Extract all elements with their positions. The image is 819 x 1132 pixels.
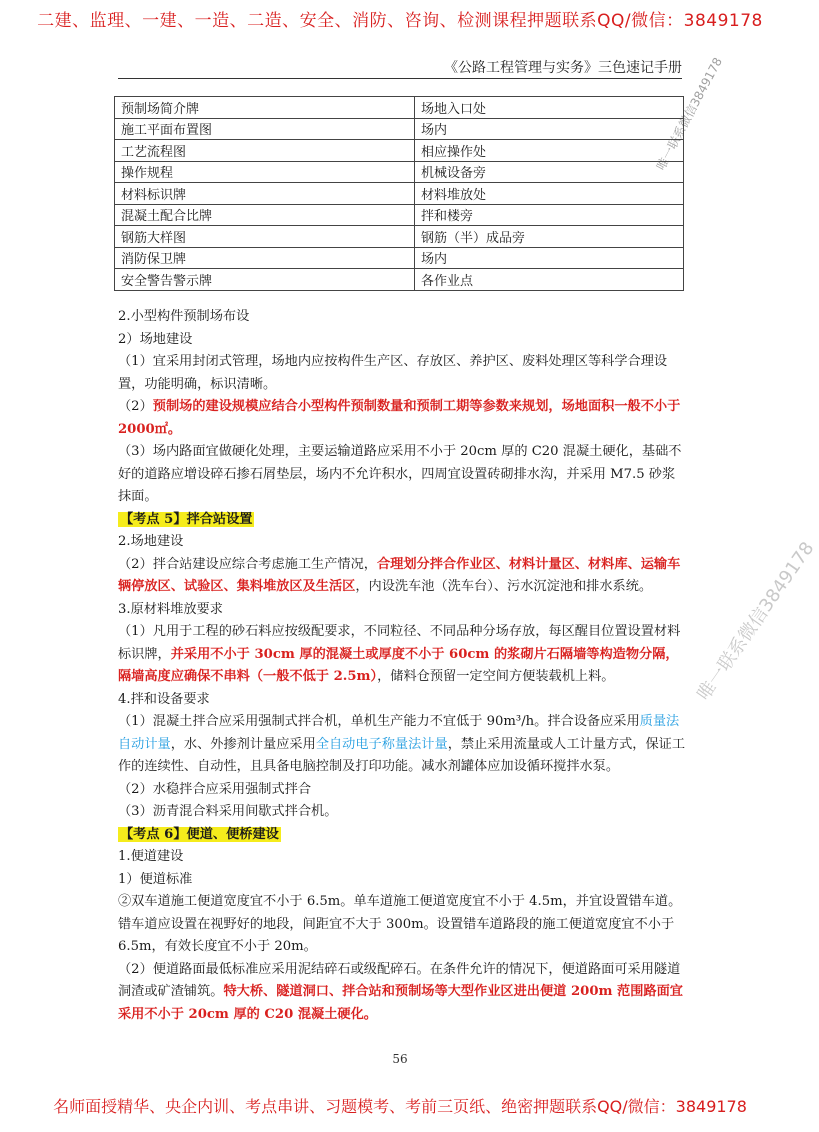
key-point-heading xyxy=(118,824,686,847)
subsection-heading: 2）场地建设 xyxy=(118,331,193,347)
table-cell: 机械设备旁 xyxy=(415,161,684,183)
table-row xyxy=(115,269,684,291)
section-heading: 1.便道建设 xyxy=(118,849,184,864)
table-row xyxy=(115,226,684,248)
bottom-contact-banner: 名师面授精华、央企内训、考点串讲、习题模考、考前三页纸、绝密押题联系QQ/微信：3849178 xyxy=(53,1097,747,1116)
highlight-text: 质量法自动计量 xyxy=(118,714,680,752)
paragraph: ②双车道施工便道宽度宜不小于 6.5m。单车道施工便道宽度宜不小于 4.5m，并宜设置错车道。错车道应设置在视野好的地段，间距宜不大于 300m。设置错车道路段的施工便道宽度宜不小于 6.5m，有效长度宜不小于 20m。 xyxy=(118,894,682,954)
table-row xyxy=(115,204,684,226)
section-heading: 2.小型构件预制场布设 xyxy=(118,309,250,324)
paragraph-text: ，内设洗车池（洗车台）、污水沉淀池和排水系统。 xyxy=(355,579,653,594)
table-cell: 施工平面布置图 xyxy=(115,118,415,140)
emphasis-text: 并采用不小于 30cm 厚的混凝土或厚度不小于 60cm 的浆砌片石隔墙等构造物分隔，隔墙高度应确保不串料（一般不低于 2.5m） xyxy=(118,646,679,684)
emphasis-text: 预制场的建设规模应结合小型构件预制数量和预制工期等参数来规划，场地面积一般不小于 2000㎡。 xyxy=(118,399,681,437)
table-row xyxy=(115,118,684,140)
paragraph xyxy=(118,959,686,1027)
table-row xyxy=(115,247,684,269)
table-cell: 工艺流程图 xyxy=(115,140,415,162)
table-cell: 操作规程 xyxy=(115,161,415,183)
paragraph-text: ，禁止采用流量或人工计量方式，保证工作的连续性、自动性，且具备电脑控制及打印功能。减水剂罐体应加设循环搅拌水泵。 xyxy=(118,736,686,774)
paragraph-text: （1）混凝土拌合应采用强制式拌合机，单机生产能力不宜低于 90m³/h。拌合设备应采用 xyxy=(118,714,640,729)
table-cell: 钢筋大样图 xyxy=(115,226,415,248)
table-row xyxy=(115,183,684,205)
watermark: 唯一联系微信3849178 xyxy=(693,538,819,705)
paragraph xyxy=(118,554,686,599)
key-point-heading xyxy=(118,509,686,532)
table-cell: 各作业点 xyxy=(415,269,684,291)
paragraph-text: （2）便道路面最低标准应采用泥结碎石或级配碎石。在条件允许的情况下，便道路面可采用隧道洞渣或矿渣铺筑。 xyxy=(118,961,681,999)
section-heading: 2.场地建设 xyxy=(118,534,184,549)
table-row xyxy=(115,97,684,119)
table-cell: 相应操作处 xyxy=(415,140,684,162)
table-cell: 场地入口处 xyxy=(415,97,684,119)
table-cell: 场内 xyxy=(415,118,684,140)
emphasis-text: 特大桥、隧道洞口、拌合站和预制场等大型作业区进出便道 200m 范围路面宜采用不小于 20cm 厚的 C20 混凝土硬化。 xyxy=(118,984,683,1022)
item-number: （2） xyxy=(118,399,153,414)
table-cell: 材料堆放处 xyxy=(415,183,684,205)
table-row xyxy=(115,161,684,183)
paragraph-text: （2）拌合站建设应综合考虑施工生产情况， xyxy=(118,556,377,572)
table-cell: 钢筋（半）成品旁 xyxy=(415,226,684,248)
paragraph: （2）水稳拌合应采用强制式拌合 xyxy=(118,781,312,797)
section-heading: 4.拌和设备要求 xyxy=(118,691,210,707)
paragraph xyxy=(118,396,686,441)
paragraph xyxy=(118,711,686,779)
table-cell: 拌和楼旁 xyxy=(415,204,684,226)
body-content xyxy=(118,306,686,1026)
highlight-text: 全自动电子称量法计量 xyxy=(315,736,448,752)
section-heading: 3.原材料堆放要求 xyxy=(118,601,223,617)
page-number: 56 xyxy=(392,1052,408,1066)
paragraph xyxy=(118,621,686,689)
table-cell: 场内 xyxy=(415,247,684,269)
top-contact-banner: 二建、监理、一建、一造、二造、安全、消防、咨询、检测课程押题联系QQ/微信：3849178 xyxy=(37,11,763,31)
table-cell: 安全警告警示牌 xyxy=(115,269,415,291)
emphasis-text: 合理划分拌合作业区、材料计量区、材料库、运输车辆停放区、试验区、集料堆放区及生活区 xyxy=(118,556,681,594)
table-cell: 混凝土配合比牌 xyxy=(115,204,415,226)
paragraph: （3）场内路面宜做硬化处理，主要运输道路应采用不小于 20cm 厚的 C20 混凝土硬化，基础不好的道路应增设碎石掺石屑垫层，场内不允许积水，四周宜设置砖砌排水沟，并采用 M7.5 砂浆抹面。 xyxy=(118,444,682,504)
sign-placement-table xyxy=(114,96,684,291)
paragraph: （1）宜采用封闭式管理，场地内应按构件生产区、存放区、养护区、废料处理区等科学合理设置，功能明确，标识清晰。 xyxy=(118,354,668,392)
table-cell: 预制场简介牌 xyxy=(115,97,415,119)
paragraph-text: ，储料仓预留一定空间方便装载机上料。 xyxy=(377,669,615,684)
table-row xyxy=(115,140,684,162)
subsection-heading: 1）便道标准 xyxy=(118,871,193,887)
key-point-label: 【考点 6】便道、便桥建设 xyxy=(120,826,279,842)
table-cell: 消防保卫牌 xyxy=(115,247,415,269)
paragraph-text: （1）凡用于工程的砂石料应按级配要求，不同粒径、不同品种分场存放，每区醒目位置设置材料标识牌， xyxy=(118,624,681,662)
table-cell: 材料标识牌 xyxy=(115,183,415,205)
header-divider xyxy=(118,78,682,79)
key-point-label: 【考点 5】拌合站设置 xyxy=(120,511,253,527)
paragraph: （3）沥青混合料采用间歇式拌合机。 xyxy=(118,804,338,819)
book-title: 《公路工程管理与实务》三色速记手册 xyxy=(444,60,682,76)
paragraph-text: ，水、外掺剂计量应采用 xyxy=(170,736,316,752)
watermark: 唯一联系微信3849178 xyxy=(653,55,726,173)
